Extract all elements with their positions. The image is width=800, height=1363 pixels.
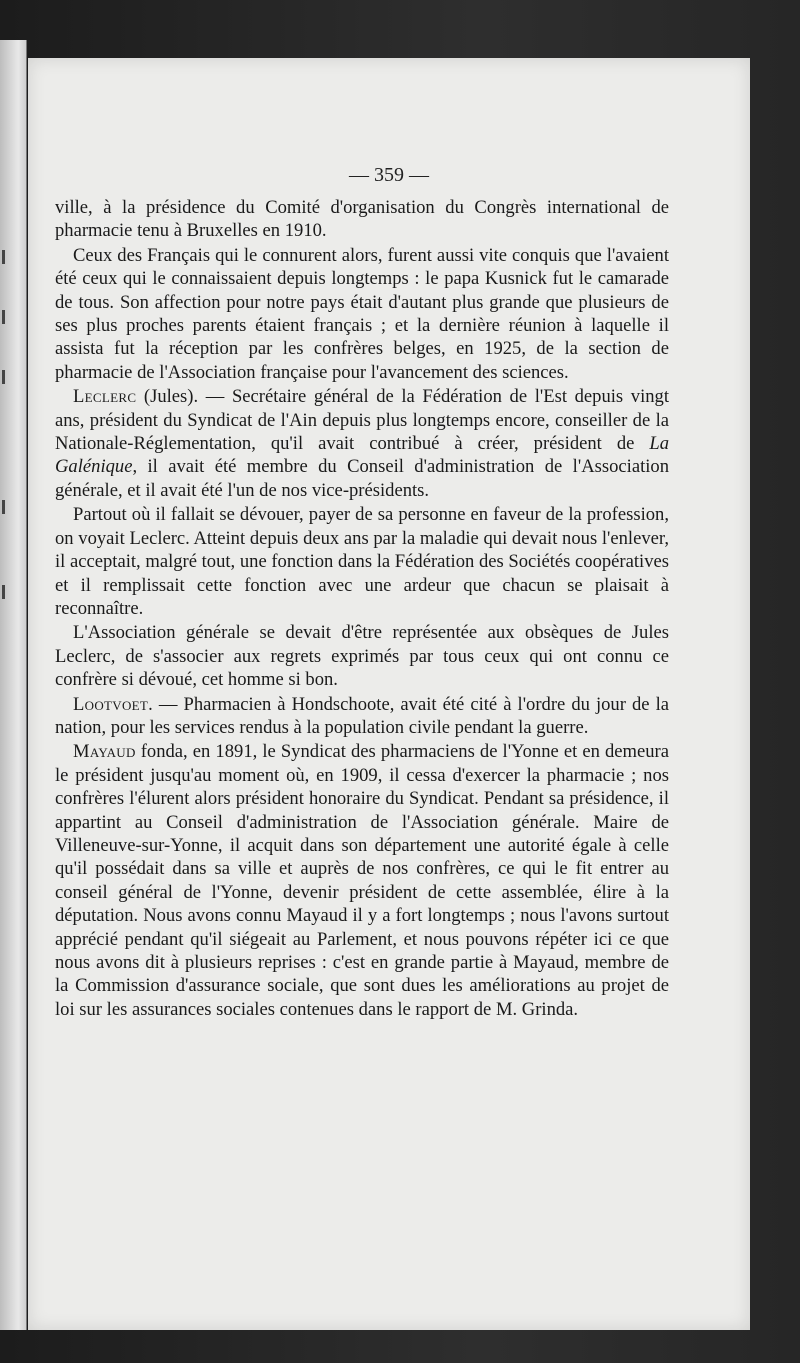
paragraph-leclerc-devotion: Partout où il fallait se dévouer, payer de sa personne en faveur de la profession, on voyait Leclerc. Atteint depuis deux ans par la maladie qui devait nous l'enlever, il acceptait, malgré tout, une fonction dans la Fédération des Sociétés coopératives et il remplissait cette fonction avec une ardeur que chacun se plaisait à reconnaître. [55,504,669,619]
paragraph-leclerc-obseques: L'Association générale se devait d'être représentée aux obsèques de Jules Leclerc, de s'associer aux regrets exprimés par tous ceux qui ont connu ce confrère si dévoué, cet homme si bon. [55,622,669,691]
entry-text: . — Pharmacien à Hondschoote, avait été cité à l'ordre du jour de la nation, pour les services rendus à la population civile pendant la guerre. [55,693,669,738]
journal-title: La Galénique [55,433,669,478]
entry-text-tail: , il avait été membre du Conseil d'administration de l'Association générale, et il avait été l'un de nos vice-présidents. [55,456,669,501]
page-number: — 359 — [349,164,429,186]
adjacent-page-edge [0,40,27,1330]
document-page [28,58,750,1330]
entry-leclerc [55,385,669,502]
adjacent-page-mark [2,370,5,384]
entry-text: fonda, en 1891, le Syndicat des pharmaciens de l'Yonne et en demeura le président jusqu'au moment où, en 1909, il cessa d'exercer la pharmacie ; nos confrères l'élurent alors président honoraire du Syndicat. Pendant sa présidence, il appartint au Conseil d'administration de l'Association générale. Maire de Villeneuve-sur-Yonne, il acquit dans son département une autorité égale à celle qu'il possédait dans sa ville et auprès de nos confrères, ce qui le fit entrer au conseil général de l'Yonne, devenir président de cette assemblée, élire à la députation. Nous avons connu Mayaud il y a fort longtemps ; nous l'avons surtout apprécié pendant qu'il siégeait au Parlement, et nous pouvons répéter ici ce que nous avons dit à plusieurs reprises : c'est en grande partie à Mayaud, membre de la Commission d'assurance sociale, que sont dues les améliorations au projet de loi sur les assurances sociales contenues dans le rapport de M. Grinda. [55,741,669,1020]
paragraph-kusnick: Ceux des Français qui le connurent alors, furent aussi vite conquis que l'avaient été ceux qui le connaissaient depuis longtemps : le papa Kusnick fut le camarade de tous. Son affection pour notre pays était d'autant plus grande que plusieurs de ses plus proches parents étaient français ; et la dernière réunion à laquelle il assista fut la réception par les confrères belges, en 1925, de la section de pharmacie de l'Association française pour l'avancement des sciences. [55,244,669,383]
body-text [55,196,669,1022]
adjacent-page-mark [2,310,5,324]
entry-name: Leclerc [73,386,137,408]
adjacent-page-mark [2,585,5,599]
entry-lootvoet [55,693,669,740]
adjacent-page-mark [2,250,5,264]
adjacent-page-mark [2,500,5,514]
entry-name: Mayaud [73,741,136,763]
entry-name: Lootvoet [73,693,149,715]
paragraph-continuation: ville, à la présidence du Comité d'organisation du Congrès international de pharmacie tenu à Bruxelles en 1910. [55,197,669,242]
entry-mayaud [55,740,669,1021]
entry-text: (Jules). — Secrétaire général de la Fédération de l'Est depuis vingt ans, président du Syndicat de l'Ain depuis plus longtemps encore, conseiller de la Nationale-Réglementation, qu'il avait contribué à créer, président de [55,386,669,455]
